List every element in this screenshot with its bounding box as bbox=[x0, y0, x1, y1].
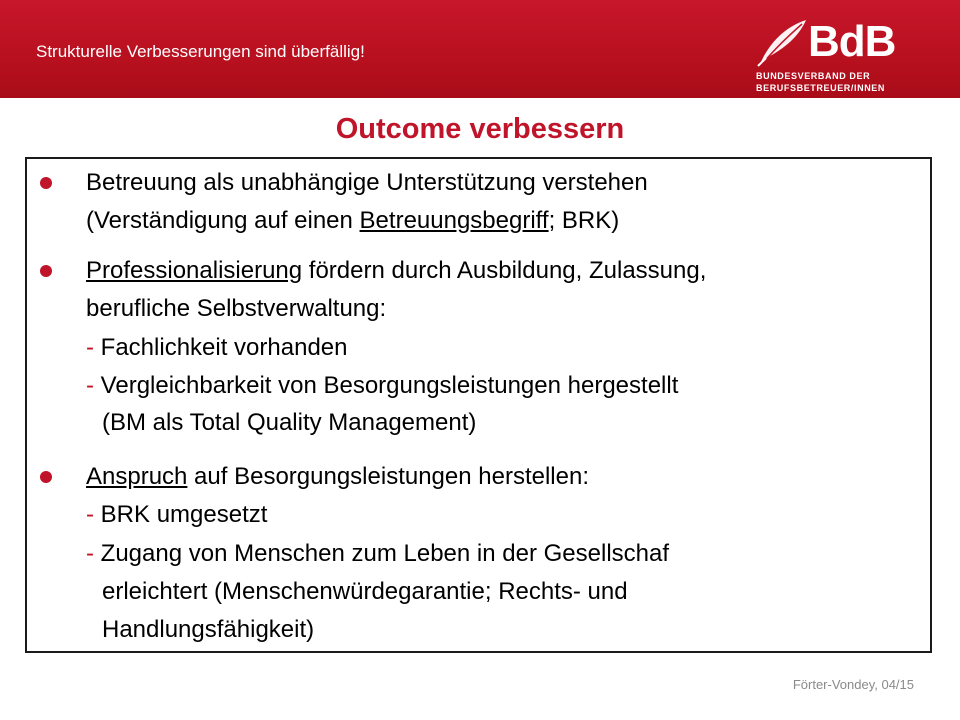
bullet-2-line-1: Professionalisierung fördern durch Ausbildung, Zulassung, bbox=[86, 257, 707, 284]
bullet-marker-3 bbox=[40, 471, 52, 483]
bullet-3-sub-2-cont-2: Handlungsfähigkeit) bbox=[102, 616, 315, 643]
header-band bbox=[0, 0, 960, 98]
bullet-3-sub-2-cont-1: erleichtert (Menschenwürdegarantie; Rechts- und bbox=[102, 578, 628, 605]
dash-marker: - bbox=[86, 372, 94, 399]
bullet-2-line-2: berufliche Selbstverwaltung: bbox=[86, 295, 387, 322]
bullet-1-line-2: (Verständigung auf einen Betreuungsbegriff; BRK) bbox=[86, 207, 620, 234]
bullet-2-sub-1: - Fachlichkeit vorhanden bbox=[86, 334, 348, 361]
bdb-logo bbox=[756, 16, 946, 96]
bullet-2-sub-2: - Vergleichbarkeit von Besorgungsleistungen hergestellt bbox=[86, 372, 679, 399]
underlined-term-anspruch: Anspruch bbox=[86, 463, 188, 490]
bullet-3-sub-1: - BRK umgesetzt bbox=[86, 501, 268, 528]
bullet-3-line-1: Anspruch auf Besorgungsleistungen herstellen: bbox=[86, 463, 589, 490]
dash-marker: - bbox=[86, 334, 94, 361]
underlined-term-betreuungsbegriff: Betreuungsbegriff bbox=[359, 207, 549, 234]
footer-author-date: Förter-Vondey, 04/15 bbox=[792, 677, 914, 692]
bullet-marker-2 bbox=[40, 265, 52, 277]
underlined-term-professionalisierung: Professionalisierung bbox=[86, 257, 303, 284]
logo-subline-2: BERUFSBETREUER/INNEN bbox=[756, 83, 886, 93]
dash-marker: - bbox=[86, 501, 94, 528]
dash-marker: - bbox=[86, 540, 94, 567]
feather-logo-icon bbox=[756, 16, 810, 68]
bullet-2-sub-2-cont: (BM als Total Quality Management) bbox=[102, 409, 477, 436]
header-tagline: Strukturelle Verbesserungen sind überfällig! bbox=[36, 42, 365, 61]
slide-title: Outcome verbessern bbox=[335, 113, 625, 145]
bullet-3-sub-2: - Zugang von Menschen zum Leben in der Gesellschaf bbox=[86, 540, 670, 567]
bullet-1-line-1: Betreuung als unabhängige Unterstützung verstehen bbox=[86, 169, 648, 196]
logo-text: BdB bbox=[808, 17, 896, 66]
logo-subline-1: BUNDESVERBAND DER bbox=[756, 71, 871, 81]
bullet-marker-1 bbox=[40, 177, 52, 189]
